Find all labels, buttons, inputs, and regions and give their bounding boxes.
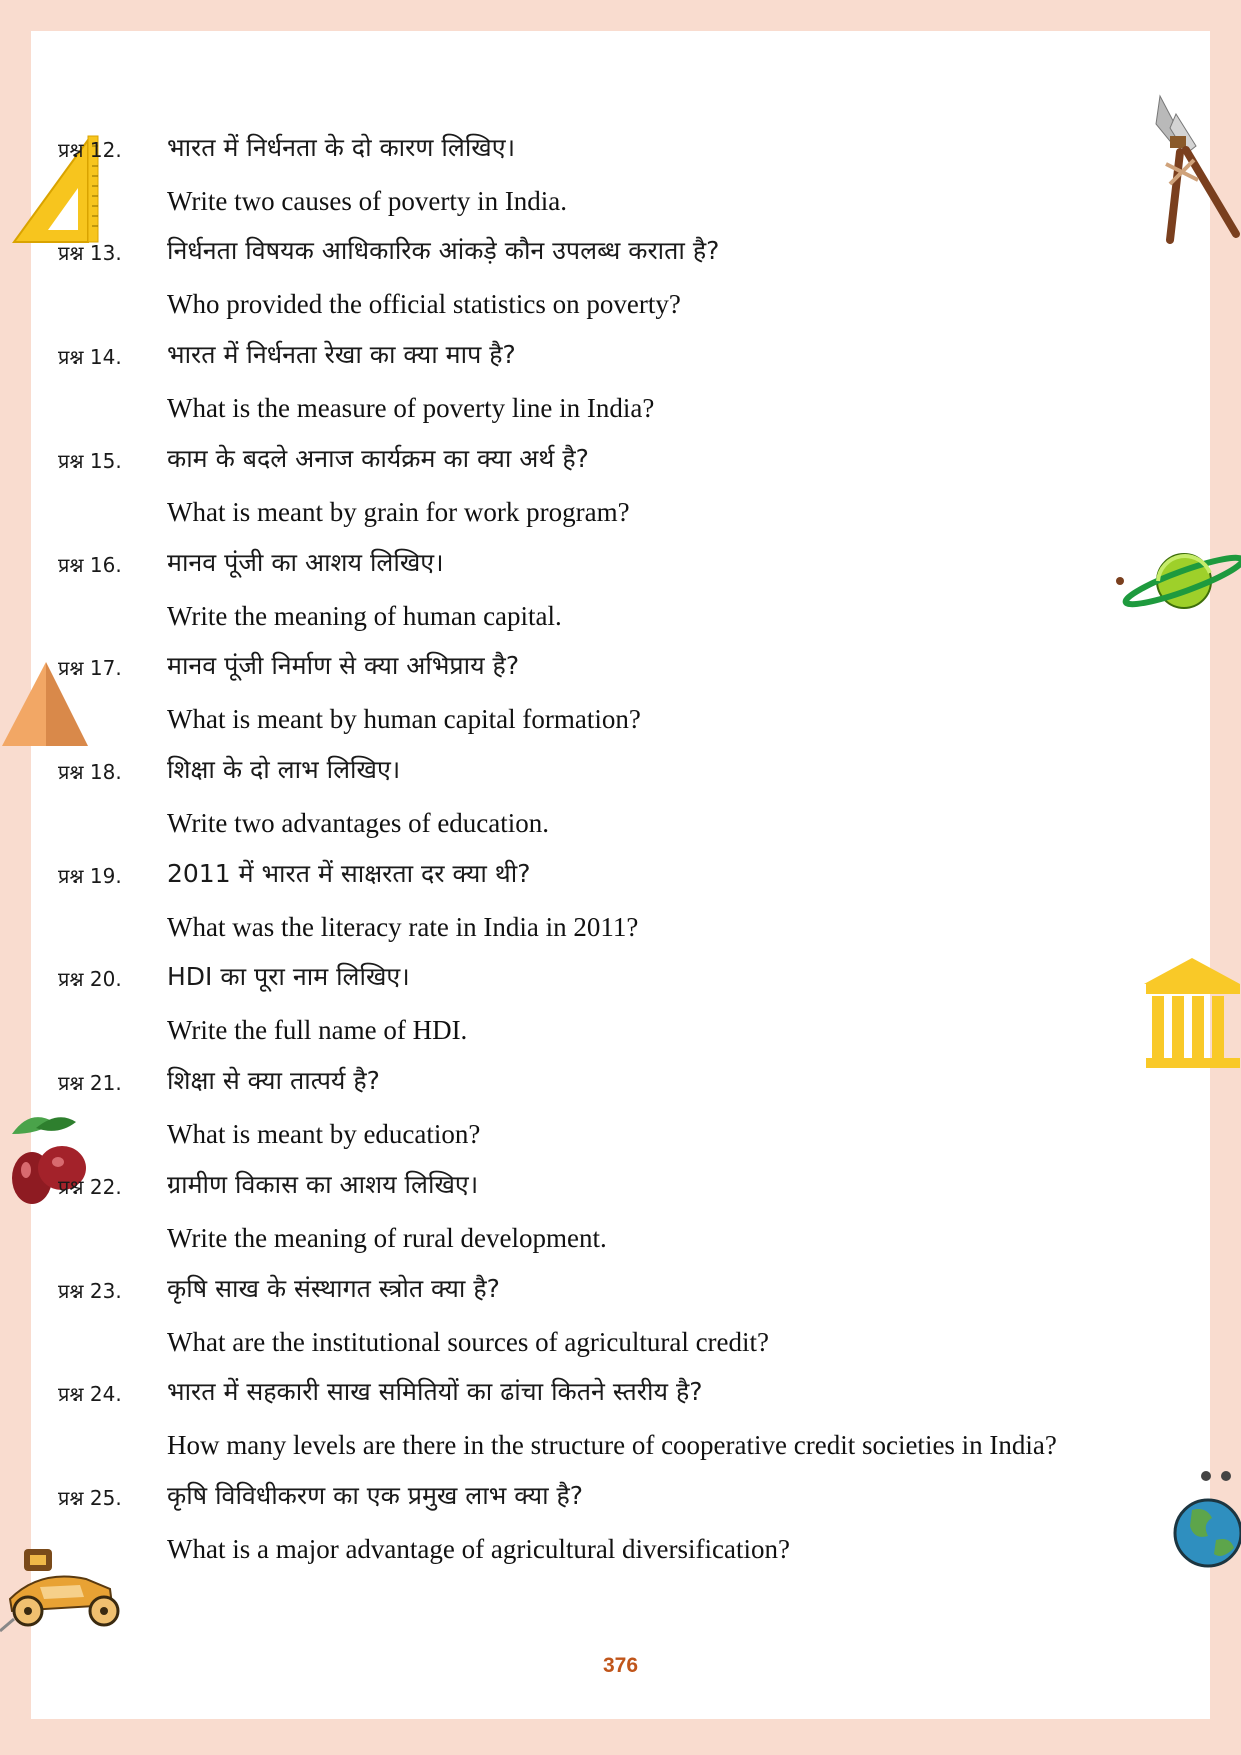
question-hindi: HDI का पूरा नाम लिखिए।	[167, 962, 410, 991]
question-hindi: कृषि विविधीकरण का एक प्रमुख लाभ क्या है?	[167, 1481, 584, 1510]
question-english: What is meant by education?	[167, 1119, 481, 1149]
question-item	[58, 1374, 1168, 1478]
question-list	[58, 130, 1168, 1582]
question-item	[58, 545, 1168, 648]
question-number: प्रश्न 17.	[58, 656, 122, 680]
question-item	[58, 752, 1168, 856]
question-number: प्रश्न 23.	[58, 1279, 122, 1303]
page-number: 376	[602, 1654, 639, 1677]
question-hindi: भारत में निर्धनता रेखा का क्या माप है?	[167, 340, 516, 369]
question-item	[58, 648, 1168, 752]
question-number: प्रश्न 13.	[58, 241, 122, 265]
question-hindi: मानव पूंजी का आशय लिखिए।	[167, 548, 444, 577]
question-hindi: ग्रामीण विकास का आशय लिखिए।	[167, 1170, 479, 1199]
question-hindi: शिक्षा के दो लाभ लिखिए।	[167, 755, 401, 784]
question-hindi: निर्धनता विषयक आधिकारिक आंकड़े कौन उपलब्ध कराता है?	[167, 236, 720, 265]
question-english: Who provided the official statistics on poverty?	[167, 289, 681, 319]
question-number: प्रश्न 19.	[58, 864, 122, 888]
question-hindi: शिक्षा से क्या तात्पर्य है?	[167, 1066, 380, 1095]
question-english: What is meant by grain for work program?	[167, 497, 630, 527]
question-item	[58, 1167, 1168, 1271]
globe-icon	[1172, 1496, 1241, 1570]
question-item	[58, 959, 1168, 1063]
question-item	[58, 1271, 1168, 1374]
question-number: प्रश्न 14.	[58, 345, 122, 369]
question-item	[58, 233, 1168, 337]
eyes-dots-icon	[1198, 1467, 1240, 1487]
question-english: What are the institutional sources of agricultural credit?	[167, 1327, 770, 1357]
question-english: Write the meaning of rural development.	[167, 1223, 607, 1253]
question-hindi: काम के बदले अनाज कार्यक्रम का क्या अर्थ है?	[167, 444, 589, 473]
question-item	[58, 130, 1168, 233]
question-item	[58, 1063, 1168, 1167]
question-number: प्रश्न 20.	[58, 967, 122, 991]
question-number: प्रश्न 21.	[58, 1071, 122, 1095]
question-english: Write two advantages of education.	[167, 808, 550, 838]
question-number: प्रश्न 25.	[58, 1486, 122, 1510]
question-number: प्रश्न 22.	[58, 1175, 122, 1199]
question-hindi: कृषि साख के संस्थागत स्त्रोत क्या है?	[167, 1274, 500, 1303]
question-english: Write two causes of poverty in India.	[167, 186, 568, 216]
question-hindi: भारत में निर्धनता के दो कारण लिखिए।	[167, 133, 516, 162]
question-number: प्रश्न 16.	[58, 553, 122, 577]
question-hindi: भारत में सहकारी साख समितियों का ढांचा कितने स्तरीय है?	[167, 1377, 703, 1406]
question-item	[58, 337, 1168, 441]
question-item	[58, 441, 1168, 545]
question-hindi: 2011 में भारत में साक्षरता दर क्या थी?	[167, 859, 531, 888]
question-item	[58, 856, 1168, 959]
question-hindi: मानव पूंजी निर्माण से क्या अभिप्राय है?	[167, 651, 520, 680]
question-number: प्रश्न 15.	[58, 449, 122, 473]
question-english: What is the measure of poverty line in India?	[167, 393, 655, 423]
question-item	[58, 1478, 1168, 1582]
question-english: Write the meaning of human capital.	[167, 601, 562, 631]
question-english: How many levels are there in the structure of cooperative credit societies in India?	[167, 1430, 1057, 1460]
question-english: What is meant by human capital formation?	[167, 704, 641, 734]
question-number: प्रश्न 18.	[58, 760, 122, 784]
question-english: What was the literacy rate in India in 2011?	[167, 912, 639, 942]
question-number: प्रश्न 24.	[58, 1382, 122, 1406]
question-english: What is a major advantage of agricultural diversification?	[167, 1534, 790, 1564]
question-number: प्रश्न 12.	[58, 138, 122, 162]
question-english: Write the full name of HDI.	[167, 1015, 468, 1045]
